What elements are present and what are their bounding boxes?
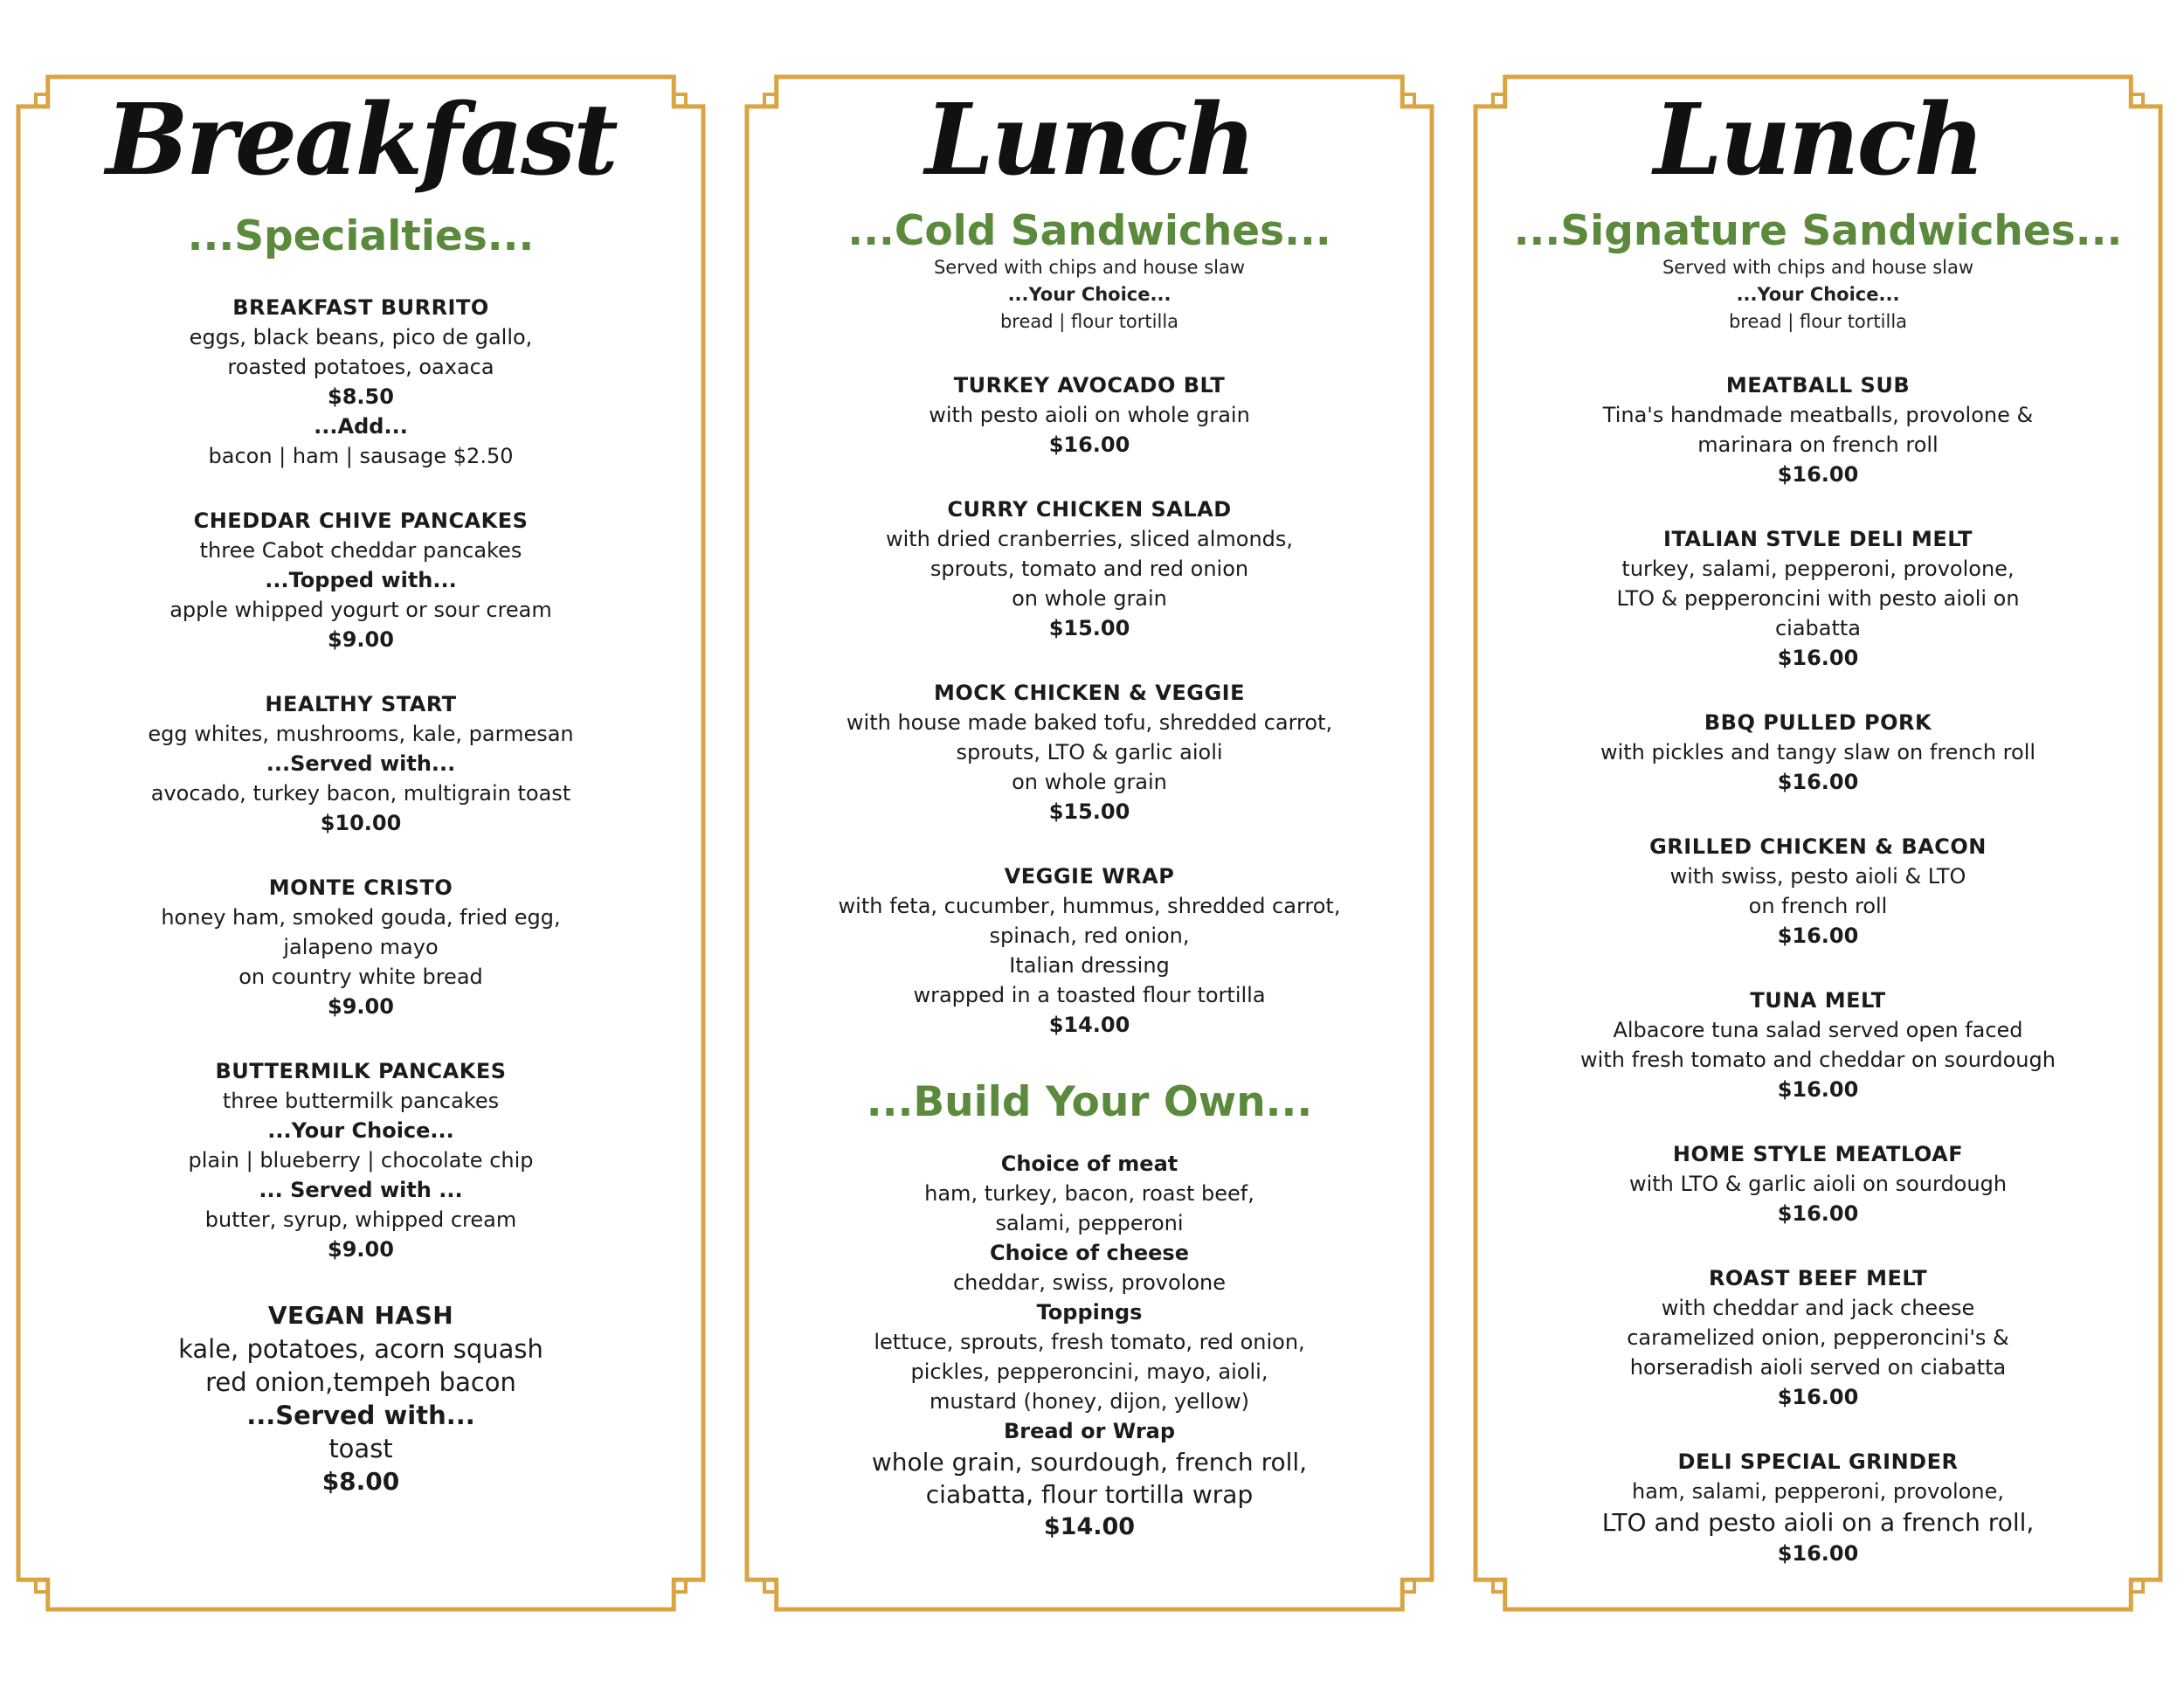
- byo-category: Choice of cheese: [990, 1241, 1189, 1266]
- byo-options: ciabatta, flour tortilla wrap: [925, 1480, 1254, 1510]
- menu-item: [779, 678, 1400, 827]
- item-description: ciabatta: [1774, 615, 1862, 640]
- item-price: $16.00: [1777, 1540, 1859, 1566]
- item-price: $16.00: [1048, 432, 1130, 457]
- item-description: wrapped in a toasted flour tortilla: [913, 982, 1266, 1007]
- lunch-cold-panel: [744, 74, 1434, 1612]
- item-description: with pickles and tangy slaw on french roll: [1600, 739, 2036, 764]
- item-price: $16.00: [1777, 645, 1859, 670]
- choice-label-text: ...Your Choice...: [1736, 283, 1900, 305]
- menu-item: [1508, 986, 2128, 1104]
- item-description: Italian dressing: [1009, 952, 1170, 978]
- item-description: apple whipped yogurt or sour cream: [169, 597, 552, 622]
- item-price: $16.00: [1777, 923, 1859, 948]
- item-description: three Cabot cheddar pancakes: [199, 537, 522, 563]
- served-with-note: Served with chips and house slaw: [1662, 256, 1974, 278]
- item-name: VEGGIE WRAP: [1004, 863, 1175, 889]
- byo-options: ham, turkey, bacon, roast beef,: [924, 1181, 1254, 1207]
- item-sublabel: ...Your Choice...: [267, 1117, 454, 1143]
- item-name: ROAST BEEF MELT: [1708, 1265, 1928, 1290]
- section-title: ...Specialties...: [187, 212, 535, 260]
- menu-item: [1508, 1139, 2128, 1228]
- menu-item: [1508, 708, 2128, 797]
- panel-title: Breakfast: [106, 83, 616, 197]
- byo-category: Toppings: [1036, 1300, 1143, 1325]
- item-name: MONTE CRISTO: [268, 875, 453, 900]
- byo-section-title: ...Build Your Own...: [866, 1077, 1313, 1126]
- bread-options: bread | flour tortilla: [1728, 310, 1908, 332]
- item-description: turkey, salami, pepperoni, provolone,: [1621, 556, 2015, 581]
- item-price: $14.00: [1048, 1012, 1130, 1037]
- item-price: $16.00: [1777, 1384, 1859, 1409]
- bread-options: bread | flour tortilla: [999, 310, 1179, 332]
- section-title: ...Cold Sandwiches...: [847, 207, 1331, 255]
- menu-items: [51, 293, 671, 1498]
- item-description: marinara on french roll: [1697, 432, 1939, 457]
- item-price: $9.00: [328, 1236, 394, 1262]
- item-description: butter, syrup, whipped cream: [204, 1207, 517, 1232]
- build-your-own: [779, 1149, 1400, 1544]
- item-sublabel: ... Served with ...: [259, 1177, 463, 1202]
- menu-item: [51, 1299, 671, 1498]
- menu-item: [1508, 832, 2128, 951]
- byo-options: salami, pepperoni: [995, 1211, 1184, 1236]
- item-name: BUTTERMILK PANCAKES: [215, 1058, 507, 1083]
- item-description: plain | blueberry | chocolate chip: [188, 1147, 534, 1173]
- item-description: roasted potatoes, oaxaca: [227, 354, 494, 379]
- item-description: LTO and pesto aioli on a french roll,: [1601, 1507, 2035, 1537]
- item-description: spinach, red onion,: [989, 923, 1190, 948]
- item-name: VEGAN HASH: [267, 1300, 454, 1330]
- choice-label: [779, 281, 1400, 308]
- item-price: $16.00: [1777, 1076, 1859, 1102]
- menu-item: [51, 1056, 671, 1264]
- item-description: ham, salami, pepperoni, provolone,: [1632, 1478, 2004, 1504]
- item-name: TURKEY AVOCADO BLT: [953, 372, 1226, 398]
- item-description: sprouts, LTO & garlic aioli: [956, 739, 1223, 764]
- panel-title: Lunch: [924, 83, 1254, 197]
- panel-title: Lunch: [1653, 83, 1983, 197]
- byo-category: Choice of meat: [1000, 1152, 1178, 1177]
- item-description: with house made baked tofu, shredded carrot,: [846, 709, 1333, 735]
- byo-options: mustard (honey, dijon, yellow): [930, 1389, 1249, 1415]
- item-name: TUNA MELT: [1750, 987, 1886, 1013]
- item-sublabel: ...Topped with...: [265, 567, 457, 592]
- item-name: BBQ PULLED PORK: [1704, 709, 1932, 735]
- item-name: ITALIAN STVLE DELI MELT: [1663, 526, 1973, 551]
- item-price: $16.00: [1777, 461, 1859, 487]
- menu-item: [1508, 524, 2128, 673]
- choice-label: [1508, 281, 2128, 308]
- item-price: $9.00: [328, 626, 394, 652]
- item-sublabel: ...Served with...: [246, 1400, 475, 1430]
- item-description: with LTO & garlic aioli on sourdough: [1628, 1171, 2008, 1196]
- item-price: $16.00: [1777, 769, 1859, 794]
- item-description: egg whites, mushrooms, kale, parmesan: [148, 721, 574, 746]
- item-price: $16.00: [1777, 1200, 1859, 1226]
- item-description: on french roll: [1748, 893, 1888, 918]
- item-name: MOCK CHICKEN & VEGGIE: [933, 680, 1245, 705]
- byo-options: pickles, pepperoncini, mayo, aioli,: [910, 1359, 1268, 1385]
- item-description: three buttermilk pancakes: [222, 1088, 500, 1113]
- item-description: bacon | ham | sausage $2.50: [208, 443, 514, 468]
- item-description: with feta, cucumber, hummus, shredded carrot,: [838, 893, 1341, 918]
- menu-item: [779, 495, 1400, 643]
- item-description: on whole grain: [1012, 769, 1167, 794]
- item-description: honey ham, smoked gouda, fried egg,: [161, 904, 561, 930]
- menu-item: [1508, 1447, 2128, 1568]
- item-name: HEALTHY START: [265, 691, 457, 716]
- item-description: on country white bread: [238, 964, 483, 989]
- item-description: with pesto aioli on whole grain: [929, 402, 1250, 427]
- item-price: $8.00: [321, 1466, 400, 1496]
- menu-items: [1508, 370, 2128, 1568]
- menu-item: [51, 293, 671, 471]
- lunch-signature-panel: [1473, 74, 2163, 1612]
- byo-category: Bread or Wrap: [1003, 1419, 1176, 1444]
- byo-options: lettuce, sprouts, fresh tomato, red onion,: [874, 1330, 1305, 1355]
- item-description: with cheddar and jack cheese: [1661, 1295, 1975, 1320]
- menu-items: [779, 370, 1400, 1040]
- item-description: horseradish aioli served on ciabatta: [1629, 1354, 2007, 1380]
- item-price: $15.00: [1048, 799, 1130, 824]
- item-name: DELI SPECIAL GRINDER: [1677, 1449, 1959, 1474]
- item-description: red onion,tempeh bacon: [205, 1366, 516, 1397]
- menu-item: [1508, 370, 2128, 489]
- item-name: MEATBALL SUB: [1725, 372, 1911, 398]
- menu-item: [1508, 1263, 2128, 1412]
- item-description: with dried cranberries, sliced almonds,: [885, 526, 1294, 551]
- item-name: CHEDDAR CHIVE PANCAKES: [193, 508, 529, 533]
- item-description: LTO & pepperoncini with pesto aioli on: [1616, 585, 2020, 611]
- choice-label-text: ...Your Choice...: [1007, 283, 1171, 305]
- item-description: avocado, turkey bacon, multigrain toast: [150, 780, 571, 806]
- section-title: ...Signature Sandwiches...: [1513, 207, 2123, 255]
- item-description: eggs, black beans, pico de gallo,: [189, 324, 533, 349]
- item-description: Tina's handmade meatballs, provolone &: [1602, 402, 2034, 427]
- item-name: BREAKFAST BURRITO: [232, 294, 489, 320]
- item-price: $15.00: [1048, 615, 1130, 640]
- item-name: HOME STYLE MEATLOAF: [1672, 1141, 1964, 1166]
- byo-options: whole grain, sourdough, french roll,: [871, 1448, 1308, 1477]
- item-sublabel: ...Served with...: [266, 751, 456, 776]
- item-description: toast: [328, 1433, 393, 1463]
- item-description: jalapeno mayo: [283, 934, 439, 959]
- item-price: $10.00: [320, 810, 402, 835]
- menu-item: [51, 689, 671, 838]
- breakfast-panel: [16, 74, 706, 1612]
- item-name: GRILLED CHICKEN & BACON: [1649, 834, 1987, 859]
- item-description: caramelized onion, pepperoncini's &: [1627, 1325, 2009, 1350]
- menu-item: [51, 873, 671, 1021]
- served-with-note: Served with chips and house slaw: [933, 256, 1246, 278]
- item-description: with swiss, pesto aioli & LTO: [1669, 863, 1966, 889]
- item-name: CURRY CHICKEN SALAD: [947, 496, 1232, 522]
- menu-item: [51, 506, 671, 654]
- item-description: on whole grain: [1012, 585, 1167, 611]
- menu-item: [779, 861, 1400, 1040]
- byo-price: $14.00: [1043, 1513, 1136, 1541]
- item-description: with fresh tomato and cheddar on sourdough: [1580, 1047, 2056, 1072]
- item-price: $8.50: [328, 384, 394, 409]
- item-description: Albacore tuna salad served open faced: [1613, 1017, 2023, 1042]
- item-sublabel: ...Add...: [314, 413, 408, 439]
- byo-options: cheddar, swiss, provolone: [952, 1270, 1226, 1296]
- menu-item: [779, 370, 1400, 460]
- item-price: $9.00: [328, 993, 394, 1019]
- item-description: kale, potatoes, acorn squash: [178, 1333, 543, 1364]
- item-description: sprouts, tomato and red onion: [930, 556, 1249, 581]
